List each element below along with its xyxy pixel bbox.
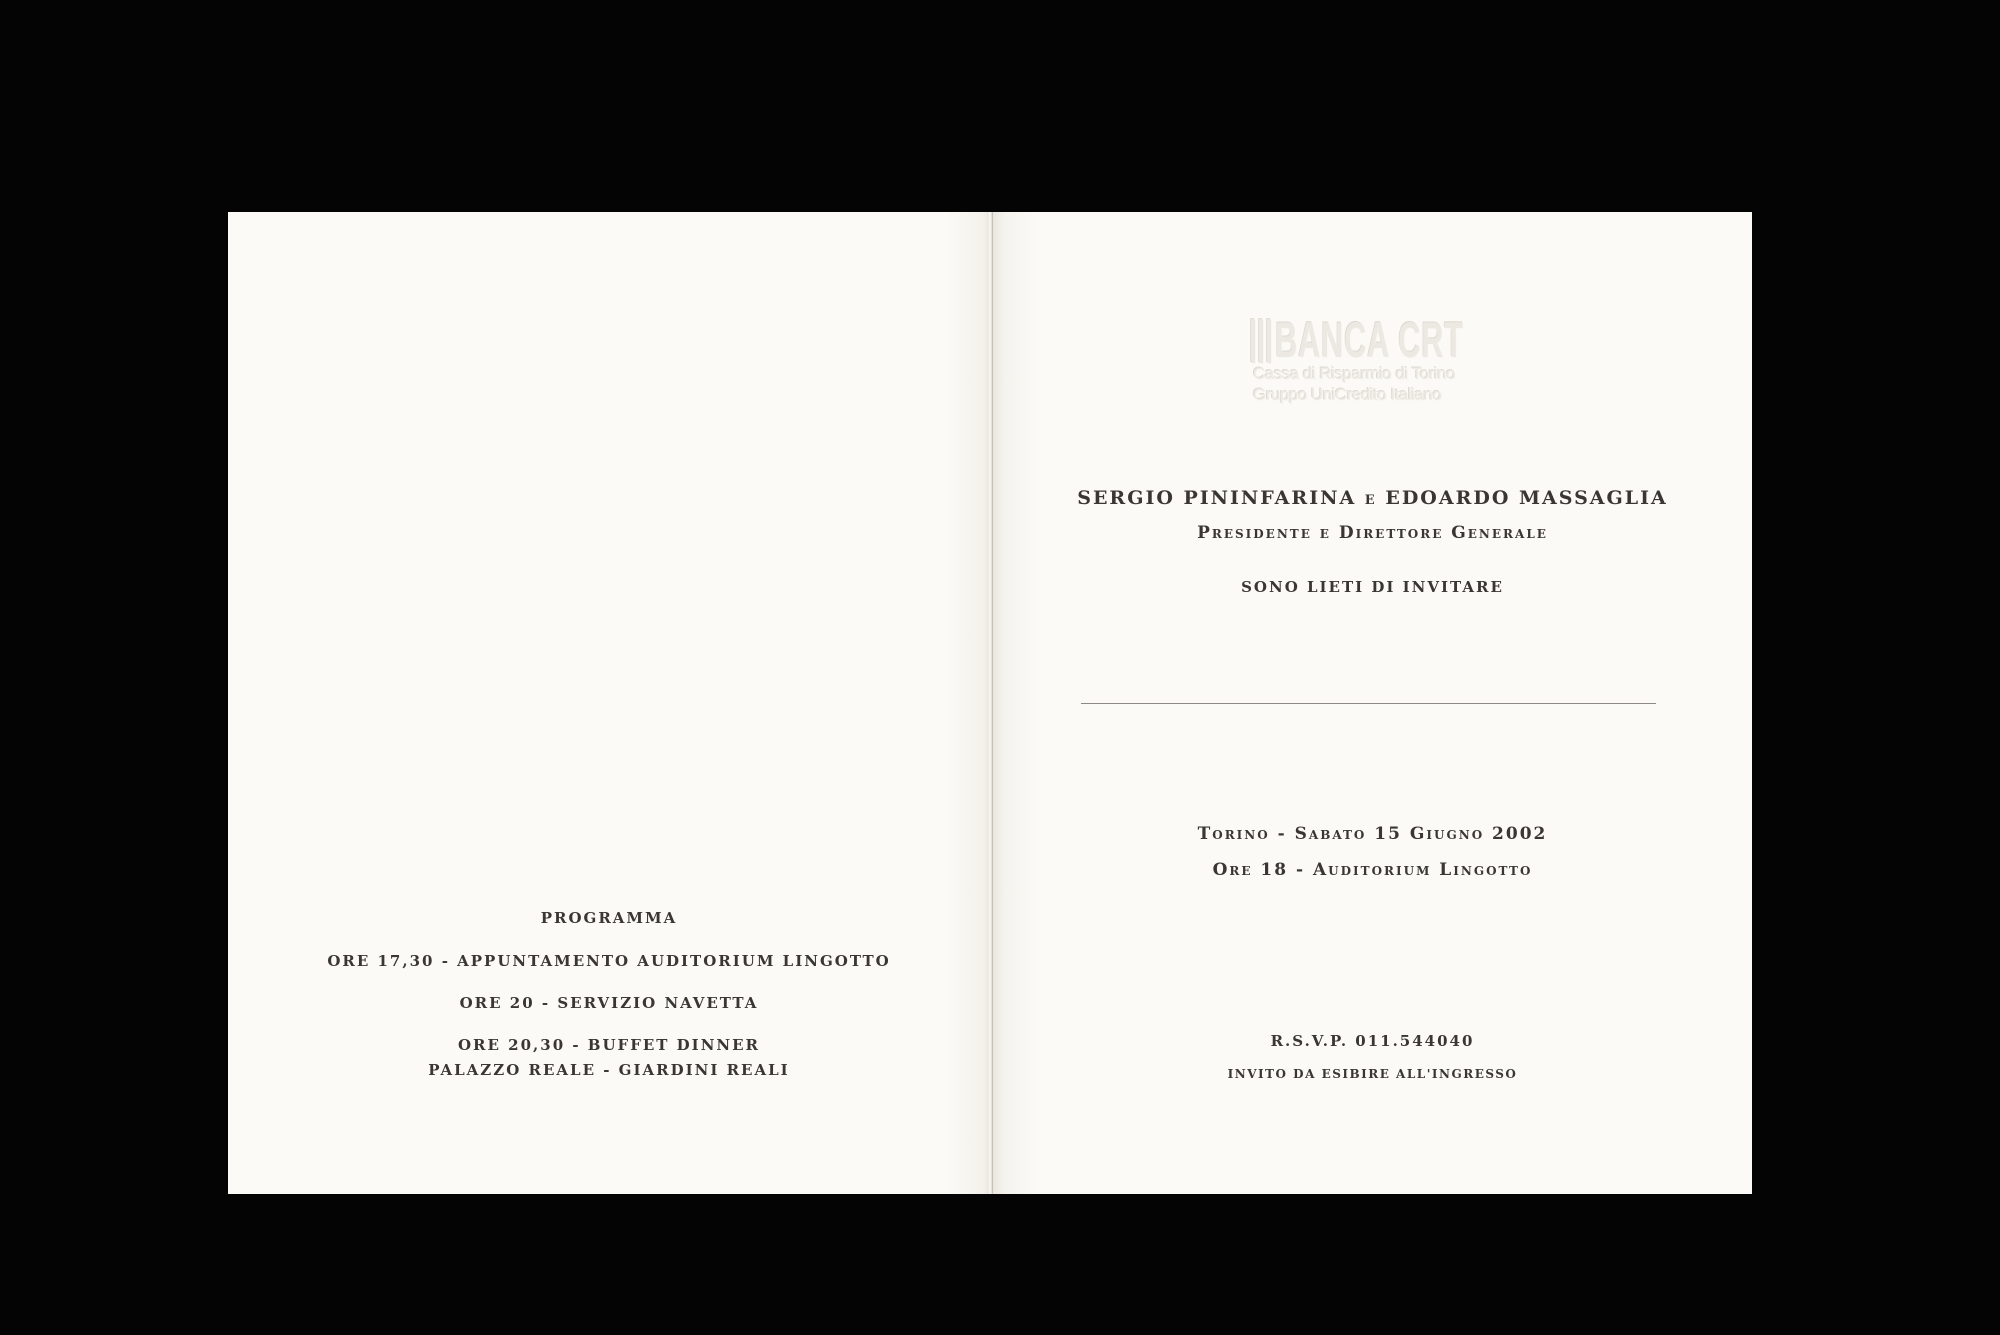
- event-date: Torino - Sabato 15 Giugno 2002: [1197, 824, 1548, 844]
- invitation-right-page: [993, 212, 1752, 1194]
- guest-name-line: [1081, 703, 1656, 704]
- program-item-3: ORE 20,30 - BUFFET DINNER: [457, 1036, 761, 1054]
- program-item-4: PALAZZO REALE - GIARDINI REALI: [428, 1061, 790, 1079]
- entry-note: INVITO DA ESIBIRE ALL'INGRESSO: [1227, 1067, 1518, 1081]
- hosts-role: Presidente e Direttore Generale: [1197, 523, 1548, 543]
- program-heading: PROGRAMMA: [540, 909, 678, 927]
- invite-line: SONO LIETI DI INVITARE: [1241, 578, 1504, 596]
- program-item-2: ORE 20 - SERVIZIO NAVETTA: [459, 994, 759, 1012]
- bank-logo-title: BANCA CRT: [1275, 312, 1464, 368]
- bank-logo-subtitle-1: Cassa di Risparmio di Torino: [1253, 364, 1456, 383]
- bank-logo-bars-icon: [1251, 319, 1273, 363]
- event-time-place: Ore 18 - Auditorium Lingotto: [1212, 860, 1533, 880]
- invitation-left-page: [228, 212, 990, 1194]
- hosts-names: SERGIO PININFARINA e EDOARDO MASSAGLIA: [1077, 487, 1668, 509]
- program-item-1: ORE 17,30 - APPUNTAMENTO AUDITORIUM LINGOTTO: [327, 952, 891, 970]
- rsvp-line: R.S.V.P. 011.544040: [1270, 1032, 1475, 1050]
- bank-logo-subtitle-2: Gruppo UniCredito Italiano: [1253, 385, 1442, 404]
- bank-logo: [1251, 312, 1501, 417]
